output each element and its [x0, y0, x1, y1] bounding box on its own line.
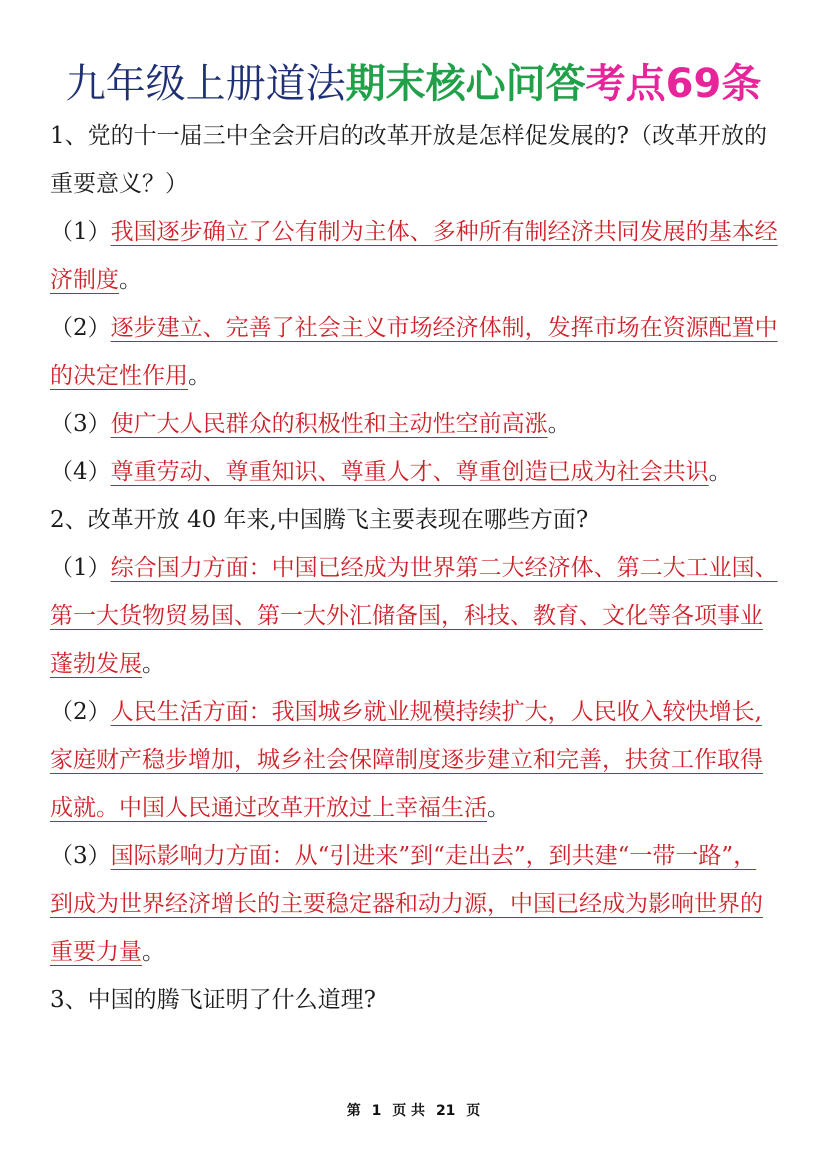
question-2: 2、改革开放 40 年来,中国腾飞主要表现在哪些方面?	[50, 507, 589, 533]
answer-number: （1）	[50, 219, 111, 245]
question-3: 3、中国的腾飞证明了什么道理?	[50, 987, 376, 1013]
answer-2-2	[50, 688, 778, 832]
footer-total-pages: 21	[435, 1103, 456, 1119]
answer-number: （4）	[50, 459, 111, 485]
answer-2-1	[50, 544, 778, 688]
page-title	[0, 56, 827, 112]
footer-page-number: 1	[371, 1103, 382, 1119]
answer-end: 。	[487, 795, 510, 821]
answer-end: 。	[142, 651, 165, 677]
answer-end: 。	[119, 267, 142, 293]
answer-number: （3）	[50, 843, 111, 869]
question-1: 1、党的十一届三中全会开启的改革开放是怎样促发展的?（改革开放的重要意义？）	[50, 123, 767, 197]
answer-number: （2）	[50, 315, 111, 341]
answer-end: 。	[547, 411, 571, 437]
answer-1-1	[50, 208, 778, 304]
answer-text: 人民生活方面：我国城乡就业规模持续扩大，人民收入较快增长,家庭财产稳步增加，城乡社会保障制度逐步建立和完善，扶贫工作取得成就。中国人民通过改革开放过上幸福生活	[50, 699, 763, 821]
document-body	[50, 112, 778, 1024]
page-footer	[0, 1100, 827, 1120]
answer-end: 。	[188, 363, 211, 389]
answer-end: 。	[142, 939, 165, 965]
answer-end: 。	[708, 459, 732, 485]
answer-text: 逐步建立、完善了社会主义市场经济体制，发挥市场在资源配置中的决定性作用	[50, 315, 778, 389]
answer-2-3	[50, 832, 778, 976]
title-part-3: 考点69条	[585, 61, 762, 107]
title-part-2: 期末核心问答	[345, 61, 586, 107]
footer-mid: 页 共	[392, 1103, 426, 1119]
answer-text: 尊重劳动、尊重知识、尊重人才、尊重创造已成为社会共识	[110, 459, 709, 485]
answer-number: （1）	[50, 555, 111, 581]
answer-1-4	[50, 448, 778, 496]
answer-1-3	[50, 400, 778, 448]
footer-prefix: 第	[346, 1103, 361, 1119]
answer-number: （2）	[50, 699, 111, 725]
title-part-1: 九年级上册道法	[65, 61, 346, 107]
answer-1-2	[50, 304, 778, 400]
answer-text: 综合国力方面：中国已经成为世界第二大经济体、第二大工业国、第一大货物贸易国、第一大外汇储备国，科技、教育、文化等各项事业蓬勃发展	[50, 555, 778, 677]
footer-suffix: 页	[466, 1103, 481, 1119]
answer-number: （3）	[50, 411, 111, 437]
answer-text: 国际影响力方面：从“引进来”到“走出去”，到共建“一带一路”，到成为世界经济增长的主要稳定器和动力源，中国已经成为影响世界的重要力量	[50, 843, 763, 965]
answer-text: 使广大人民群众的积极性和主动性空前高涨	[110, 411, 548, 437]
answer-text: 我国逐步确立了公有制为主体、多种所有制经济共同发展的基本经济制度	[50, 219, 778, 293]
